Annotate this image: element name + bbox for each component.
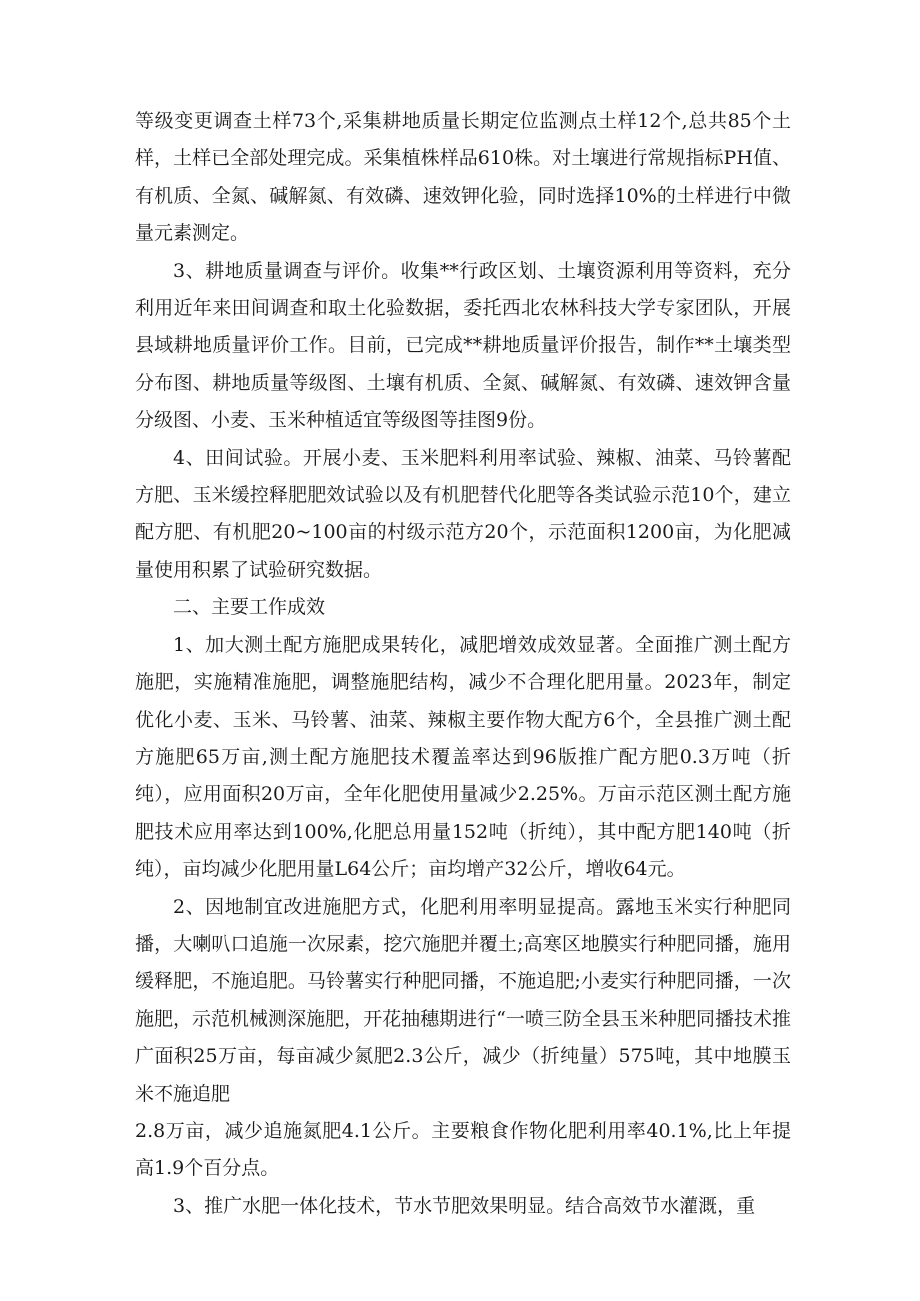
paragraph-quality-survey: 3、耕地质量调查与评价。收集**行政区划、土壤资源利用等资料，充分利用近年来田间调查和取土化验数据，委托西北农林科技大学专家团队，开展县域耕地质量评价工作。目前，已完成**耕地质量评价报告，制作**土壤类型分布图、耕地质量等级图、土壤有机质、全氮、碱解氮、有效磷、速效钾含量分级图、小麦、玉米种植适宜等级图等挂图9份。 <box>135 259 791 432</box>
document-body <box>135 103 791 1225</box>
paragraph-fertilizer-reduction: 1、加大测土配方施肥成果转化，减肥增效成效显著。全面推广测土配方施肥，实施精准施肥，调整施肥结构，减少不合理化肥用量。2023年，制定优化小麦、玉米、马铃薯、油菜、辣椒主要作物大配方6个，全县推广测土配方施肥65万亩,测土配方施肥技术覆盖率达到96版推广配方肥0.3万吨（折纯），应用面积20万亩，全年化肥使用量减少2.25%。万亩示范区测土配方施肥技术应用率达到100%,化肥总用量152吨（折纯），其中配方肥140吨（折纯），亩均减少化肥用量L64公斤；亩均增产32公斤，增收64元。 <box>135 633 791 881</box>
paragraph-water-fertilizer: 3、推广水肥一体化技术，节水节肥效果明显。结合高效节水灌溉，重 <box>173 1194 756 1217</box>
paragraph-utilization-rate: 2.8万亩，减少追施氮肥4.1公斤。主要粮食作物化肥利用率40.1%,比上年提高1.9个百分点。 <box>135 1119 791 1180</box>
section-heading-main-results: 二、主要工作成效 <box>173 596 326 619</box>
paragraph-field-trials: 4、田间试验。开展小麦、玉米肥料利用率试验、辣椒、油菜、马铃薯配方肥、玉米缓控释肥肥效试验以及有机肥替代化肥等各类试验示范10个，建立配方肥、有机肥20~100亩的村级示范方20个，示范面积1200亩，为化肥减量使用积累了试验研究数据。 <box>135 446 791 581</box>
paragraph-soil-samples: 等级变更调查土样73个,采集耕地质量长期定位监测点土样12个,总共85个土样，土样已全部处理完成。采集植株样品610株。对土壤进行常规指标PH值、有机质、全氮、碱解氮、有效磷、速效钾化验，同时选择10%的土样进行中微量元素测定。 <box>135 110 791 245</box>
paragraph-fertilization-methods: 2、因地制宜改进施肥方式，化肥利用率明显提高。露地玉米实行种肥同播，大喇叭口追施一次尿素，挖穴施肥并覆土;高寒区地膜实行种肥同播，施用缓释肥，不施追肥。马铃薯实行种肥同播，不施追肥;小麦实行种肥同播，一次施肥，示范机械测深施肥，开花抽穗期进行“一喷三防全县玉米种肥同播技术推广面积25万亩，每亩减少氮肥2.3公斤，减少（折纯量）575吨，其中地膜玉米不施追肥 <box>135 895 791 1105</box>
